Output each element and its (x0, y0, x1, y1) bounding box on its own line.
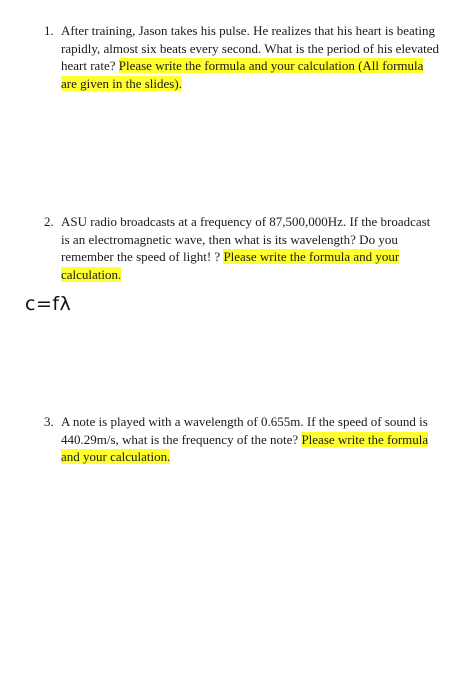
question-1 (44, 22, 440, 92)
question-number: 1. (44, 23, 54, 38)
question-prompt: After training, Jason takes his pulse. He realizes that his heart is beating rapidly, almost six beats every second. What is the period of his elevated heart rate? (61, 23, 439, 73)
question-number: 3. (44, 414, 54, 429)
highlighted-instruction: Please write the formula and your calculation (All formula are given in the slides). (61, 58, 424, 91)
question-2 (44, 213, 440, 283)
question-number: 2. (44, 214, 54, 229)
question-3 (44, 413, 440, 466)
question-text (61, 413, 440, 466)
highlighted-instruction: Please write the formula and your calculation. (61, 431, 429, 464)
question-prompt: ASU radio broadcasts at a frequency of 87,500,000Hz. If the broadcast is an electromagnetic wave, then what is its wavelength? Do you remember the speed of light! ? (61, 214, 431, 264)
question-text (61, 22, 440, 92)
highlighted-instruction: Please write the formula and your calculation. (61, 249, 400, 282)
question-text (61, 213, 440, 283)
handwritten-formula: c=fλ (25, 293, 72, 315)
question-prompt: A note is played with a wavelength of 0.655m. If the speed of sound is 440.29m/s, what is the frequency of the note? (61, 414, 428, 447)
